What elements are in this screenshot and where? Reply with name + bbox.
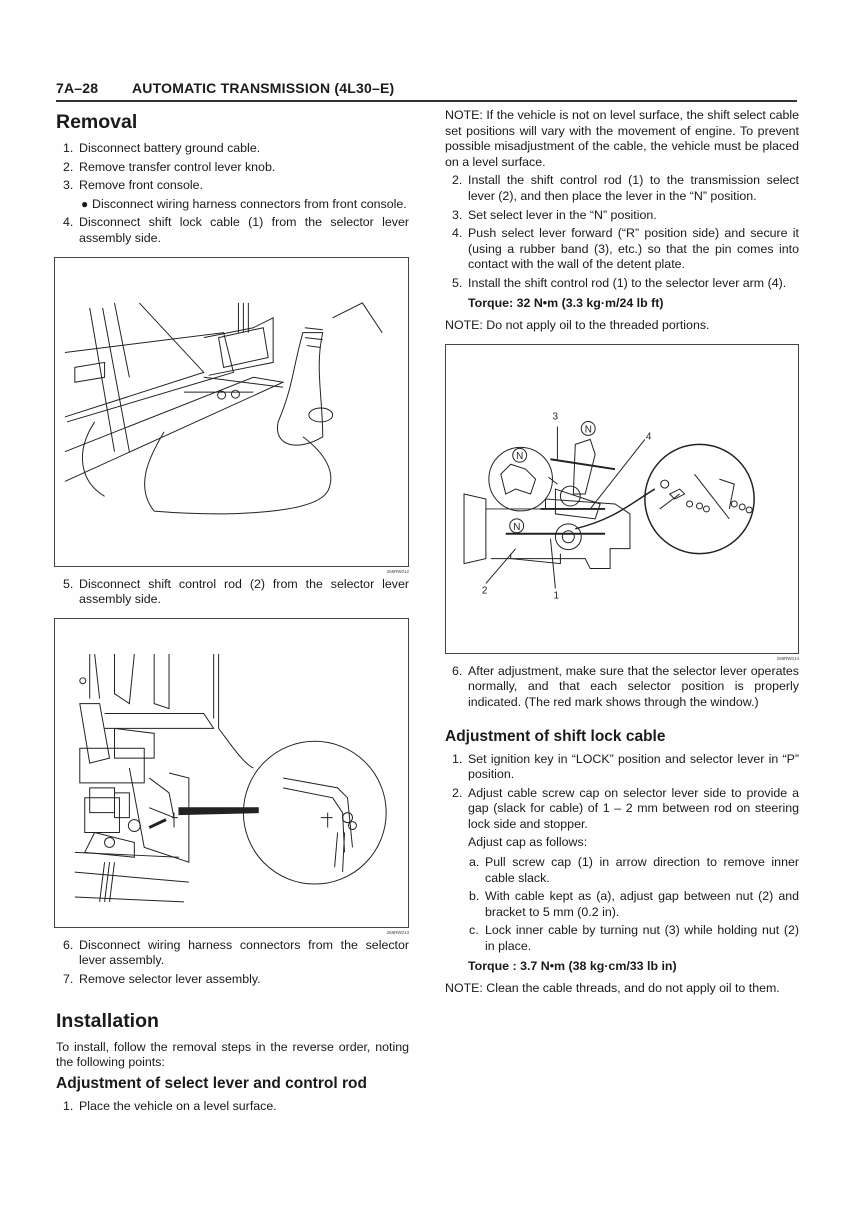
installation-step: 3. Set select lever in the “N” position. xyxy=(452,207,657,222)
page-number: 7A–28 xyxy=(56,80,99,96)
figure-code: 258RW012 xyxy=(386,568,409,574)
note-cable-threads: NOTE: Clean the cable threads, and do not apply oil to them. xyxy=(445,981,780,996)
shift-lock-substep: a. Pull screw cap (1) in arrow direction to remove inner cable slack. xyxy=(469,855,799,885)
installation-step: 4. Push select lever forward (“R” position side) and secure it (using a rubber band (3), etc.) so that the pin comes into contact with the wall of the detent plate. xyxy=(452,226,799,272)
page-header xyxy=(56,80,797,102)
figure-code: 258RW013 xyxy=(386,929,409,935)
removal-step: 7. Remove selector lever assembly. xyxy=(63,971,261,986)
shift-lock-substep: c. Lock inner cable by turning nut (3) while holding nut (2) in place. xyxy=(469,923,799,954)
position-mark-n: N xyxy=(513,521,521,533)
adjust-cap-intro: Adjust cap as follows: xyxy=(468,835,588,850)
figure-select-lever-adjustment xyxy=(445,344,799,654)
select-lever-adjustment-illustration xyxy=(446,345,798,653)
position-mark-n: N xyxy=(516,450,524,462)
position-mark-n: N xyxy=(584,424,592,436)
figure-shift-lock-cable xyxy=(54,257,409,567)
bullet-icon: ● xyxy=(81,196,89,211)
removal-heading: Removal xyxy=(56,111,138,133)
figure-code: 258RW014 xyxy=(776,655,799,661)
torque-spec: Torque: 32 N•m (3.3 kg·m/24 lb ft) xyxy=(468,295,664,310)
removal-step: 3. Remove front console. xyxy=(63,178,203,193)
shift-lock-cable-illustration xyxy=(55,258,408,566)
callout-3: 3 xyxy=(552,411,558,423)
shift-lock-step: 1. Set ignition key in “LOCK” position and selector lever in “P” position. xyxy=(452,751,799,782)
chapter-title: AUTOMATIC TRANSMISSION (4L30–E) xyxy=(132,80,395,96)
installation-step: 2. Install the shift control rod (1) to the transmission select lever (2), and then place the lever in the “N” position. xyxy=(452,173,799,203)
callout-2: 2 xyxy=(481,585,488,597)
callout-4: 4 xyxy=(645,431,652,443)
removal-bullet: ● Disconnect wiring harness connectors from front console. xyxy=(81,196,407,211)
note-no-oil: NOTE: Do not apply oil to the threaded portions. xyxy=(445,318,710,333)
right-column xyxy=(445,108,799,1000)
removal-step: 1. Disconnect battery ground cable. xyxy=(63,141,261,155)
removal-step: 5. Disconnect shift control rod (2) from the selector lever assembly side. xyxy=(63,576,409,607)
installation-step: 1. Place the vehicle on a level surface. xyxy=(63,1098,277,1113)
callout-1: 1 xyxy=(553,590,559,602)
figure-shift-control-rod xyxy=(54,618,409,928)
shift-control-rod-illustration xyxy=(55,619,408,927)
shift-lock-substep: b. With cable kept as (a), adjust gap between nut (2) and bracket to 5 mm (0.2 in). xyxy=(469,889,799,919)
installation-step: 6. After adjustment, make sure that the selector lever operates normally, and that each selector position is properly indicated. (The red mark shows through the window.) xyxy=(452,663,799,709)
removal-step: 6. Disconnect wiring harness connectors from the selector lever assembly. xyxy=(63,937,409,968)
select-lever-adjustment-heading: Adjustment of select lever and control rod xyxy=(56,1074,367,1092)
removal-step: 4. Disconnect shift lock cable (1) from the selector lever assembly side. xyxy=(63,215,409,245)
note-level-surface: NOTE: If the vehicle is not on level surface, the shift select cable set positions will vary with the movement of engine. To prevent possible misadjustment of the cable, the vehicle must be placed on a level surface. xyxy=(445,108,799,169)
shift-lock-adjustment-heading: Adjustment of shift lock cable xyxy=(445,727,666,745)
removal-step: 2. Remove transfer control lever knob. xyxy=(63,159,276,174)
torque-spec: Torque : 3.7 N•m (38 kg·cm/33 lb in) xyxy=(468,958,677,973)
installation-heading: Installation xyxy=(56,1009,159,1032)
installation-step: 5. Install the shift control rod (1) to the selector lever arm (4). xyxy=(452,275,787,290)
shift-lock-step: 2. Adjust cable screw cap on selector lever side to provide a gap (slack for cable) of 1 – 2 mm between rod on steering lock side and stopper. xyxy=(452,785,799,831)
installation-intro: To install, follow the removal steps in the reverse order, noting the following points: xyxy=(56,1039,409,1070)
left-column xyxy=(56,108,409,1117)
